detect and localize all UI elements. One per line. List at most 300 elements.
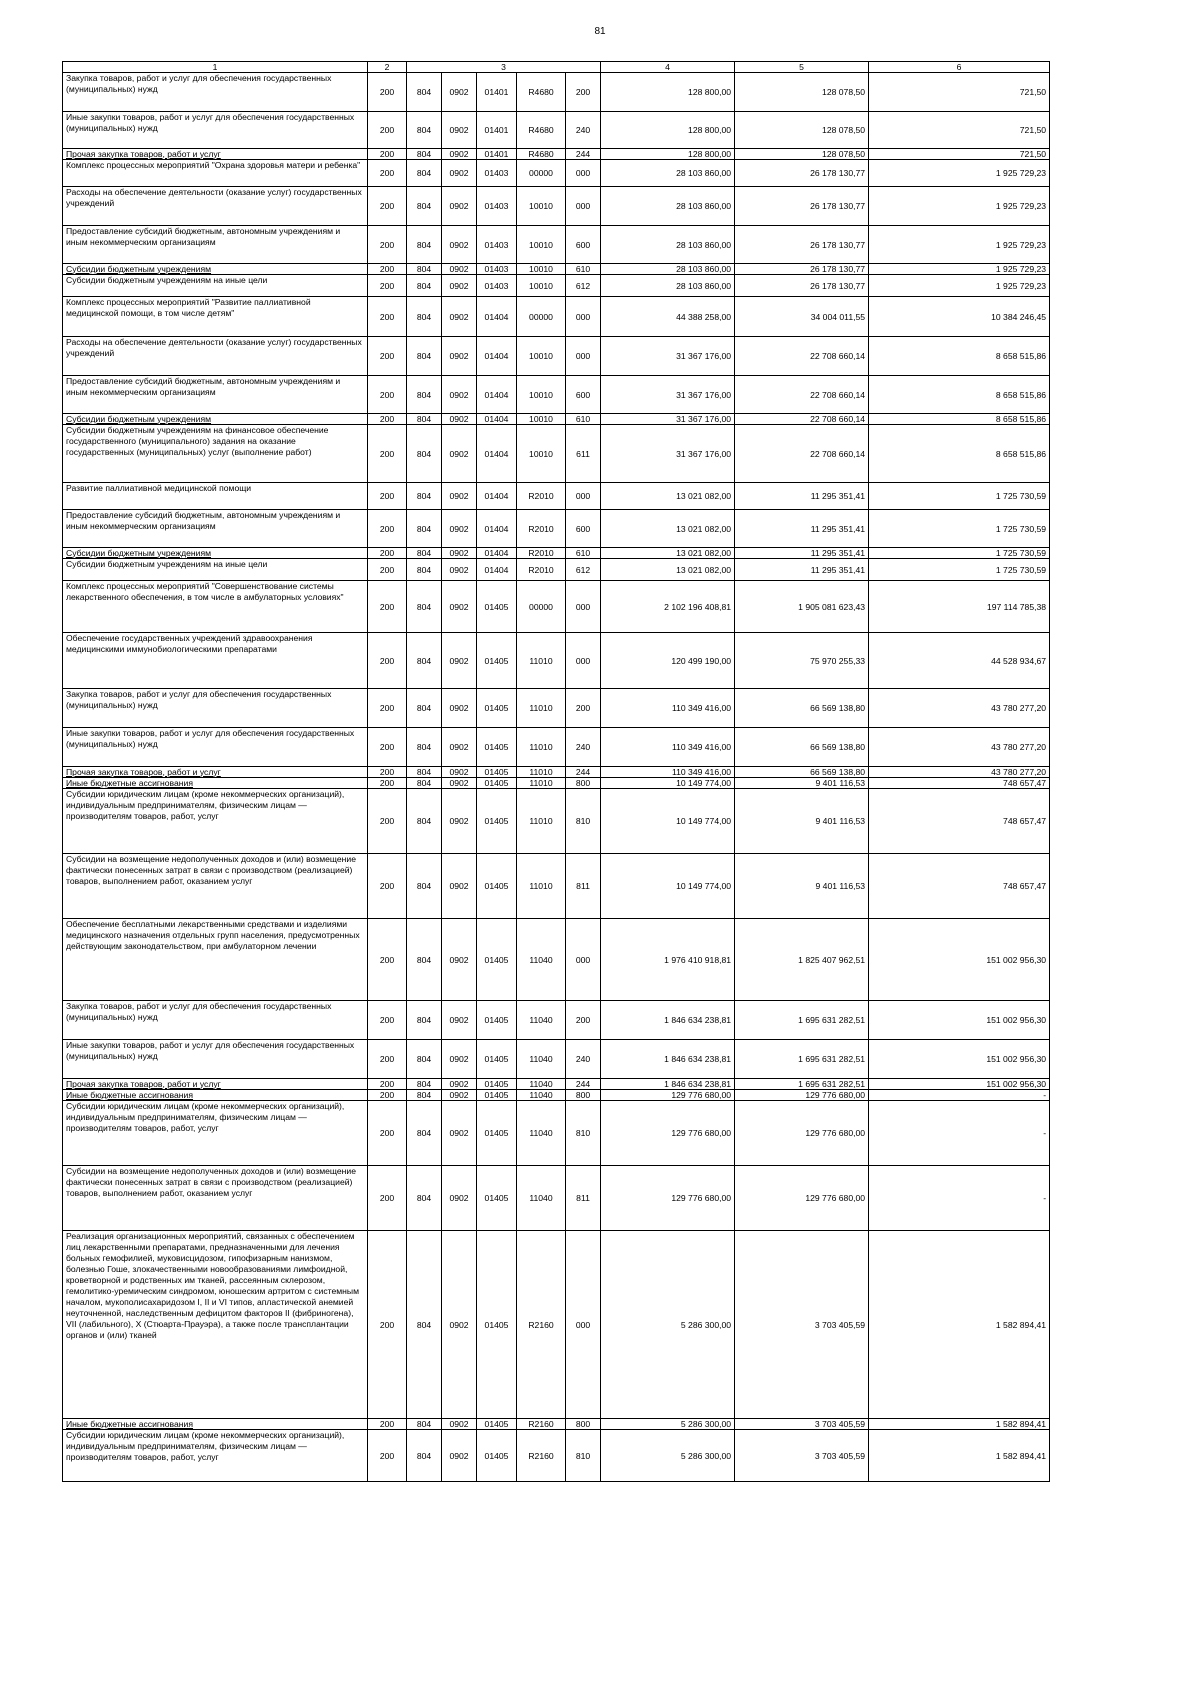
program-code: 01405: [477, 1101, 517, 1166]
program-code: 01404: [477, 483, 517, 510]
admin-code: 804: [407, 483, 442, 510]
table-row: [63, 919, 1050, 1001]
col-6-amount: 748 657,47: [869, 789, 1050, 854]
col-6-amount: 43 780 277,20: [869, 728, 1050, 767]
col-2-code: 200: [368, 510, 407, 548]
row-description: Иные бюджетные ассигнования: [63, 1419, 368, 1430]
expense-type-code: 800: [566, 1090, 601, 1101]
target-code: R2010: [517, 510, 566, 548]
col-4-amount: 1 846 634 238,81: [601, 1001, 735, 1040]
header-col-3: 3: [407, 62, 601, 73]
target-code: 10010: [517, 337, 566, 376]
col-5-amount: 3 703 405,59: [735, 1231, 869, 1419]
target-code: R2010: [517, 548, 566, 559]
admin-code: 804: [407, 778, 442, 789]
target-code: 10010: [517, 414, 566, 425]
col-2-code: 200: [368, 376, 407, 414]
row-description: Комплекс процессных мероприятий "Развитие паллиативной медицинской помощи, в том числе детям": [63, 297, 368, 337]
section-code: 0902: [442, 919, 477, 1001]
row-description: Обеспечение бесплатными лекарственными средствами и изделиями медицинского назначения отдельных групп населения, предусмотренных действующим законодательством, при амбулаторном лечении: [63, 919, 368, 1001]
program-code: 01405: [477, 1419, 517, 1430]
col-2-code: 200: [368, 581, 407, 633]
row-description: Комплекс процессных мероприятий "Охрана здоровья матери и ребенка": [63, 160, 368, 187]
table-row: [63, 548, 1050, 559]
expense-type-code: 600: [566, 226, 601, 264]
target-code: 11010: [517, 854, 566, 919]
col-4-amount: 44 388 258,00: [601, 297, 735, 337]
expense-type-code: 000: [566, 160, 601, 187]
col-2-code: 200: [368, 1090, 407, 1101]
row-description: Субсидии на возмещение недополученных доходов и (или) возмещение фактически понесенных затрат в связи с производством (реализацией) товаров, выполнением работ, оказанием услуг: [63, 1166, 368, 1231]
row-description: Прочая закупка товаров, работ и услуг: [63, 767, 368, 778]
col-5-amount: 66 569 138,80: [735, 767, 869, 778]
col-2-code: 200: [368, 1166, 407, 1231]
col-5-amount: 11 295 351,41: [735, 483, 869, 510]
expense-type-code: 612: [566, 559, 601, 581]
row-description: Субсидии бюджетным учреждениям: [63, 414, 368, 425]
col-4-amount: 31 367 176,00: [601, 414, 735, 425]
row-description: Предоставление субсидий бюджетным, автономным учреждениям и иным некоммерческим организациям: [63, 510, 368, 548]
program-code: 01405: [477, 1079, 517, 1090]
program-code: 01404: [477, 297, 517, 337]
program-code: 01404: [477, 337, 517, 376]
target-code: R2010: [517, 483, 566, 510]
budget-table: [62, 61, 1050, 1482]
col-6-amount: 151 002 956,30: [869, 1001, 1050, 1040]
section-code: 0902: [442, 689, 477, 728]
target-code: 10010: [517, 264, 566, 275]
row-description: Иные бюджетные ассигнования: [63, 1090, 368, 1101]
col-4-amount: 128 800,00: [601, 73, 735, 112]
expense-type-code: 244: [566, 149, 601, 160]
expense-type-code: 600: [566, 376, 601, 414]
col-5-amount: 22 708 660,14: [735, 414, 869, 425]
expense-type-code: 200: [566, 689, 601, 728]
admin-code: 804: [407, 559, 442, 581]
col-2-code: 200: [368, 112, 407, 149]
table-row: [63, 1079, 1050, 1090]
row-description: Предоставление субсидий бюджетным, автономным учреждениям и иным некоммерческим организациям: [63, 376, 368, 414]
col-5-amount: 1 905 081 623,43: [735, 581, 869, 633]
col-2-code: 200: [368, 483, 407, 510]
target-code: 00000: [517, 581, 566, 633]
expense-type-code: 200: [566, 1001, 601, 1040]
target-code: R2160: [517, 1231, 566, 1419]
col-6-amount: 43 780 277,20: [869, 689, 1050, 728]
admin-code: 804: [407, 919, 442, 1001]
col-5-amount: 26 178 130,77: [735, 264, 869, 275]
admin-code: 804: [407, 187, 442, 226]
section-code: 0902: [442, 275, 477, 297]
program-code: 01403: [477, 187, 517, 226]
table-row: [63, 1090, 1050, 1101]
target-code: 11010: [517, 728, 566, 767]
section-code: 0902: [442, 633, 477, 689]
admin-code: 804: [407, 1079, 442, 1090]
col-6-amount: -: [869, 1101, 1050, 1166]
col-6-amount: -: [869, 1090, 1050, 1101]
expense-type-code: 810: [566, 1430, 601, 1482]
col-2-code: 200: [368, 854, 407, 919]
table-row: [63, 483, 1050, 510]
row-description: Закупка товаров, работ и услуг для обеспечения государственных (муниципальных) нужд: [63, 1001, 368, 1040]
table-row: [63, 1001, 1050, 1040]
row-description: Субсидии бюджетным учреждениям на финансовое обеспечение государственного (муниципального) задания на оказание государственных (муниципальных) услуг (выполнение работ): [63, 425, 368, 483]
program-code: 01404: [477, 414, 517, 425]
section-code: 0902: [442, 483, 477, 510]
col-2-code: 200: [368, 919, 407, 1001]
table-row: [63, 160, 1050, 187]
section-code: 0902: [442, 767, 477, 778]
col-5-amount: 9 401 116,53: [735, 789, 869, 854]
expense-type-code: 811: [566, 854, 601, 919]
target-code: 11010: [517, 767, 566, 778]
expense-type-code: 810: [566, 1101, 601, 1166]
col-5-amount: 129 776 680,00: [735, 1101, 869, 1166]
section-code: 0902: [442, 1040, 477, 1079]
col-4-amount: 28 103 860,00: [601, 264, 735, 275]
admin-code: 804: [407, 226, 442, 264]
col-5-amount: 1 695 631 282,51: [735, 1079, 869, 1090]
table-row: [63, 767, 1050, 778]
col-2-code: 200: [368, 728, 407, 767]
target-code: 11040: [517, 1101, 566, 1166]
section-code: 0902: [442, 160, 477, 187]
row-description: Субсидии бюджетным учреждениям: [63, 264, 368, 275]
table-row: [63, 264, 1050, 275]
section-code: 0902: [442, 1231, 477, 1419]
row-description: Субсидии бюджетным учреждениям на иные цели: [63, 275, 368, 297]
table-row: [63, 689, 1050, 728]
col-4-amount: 13 021 082,00: [601, 559, 735, 581]
col-6-amount: 1 725 730,59: [869, 510, 1050, 548]
col-6-amount: 1 582 894,41: [869, 1430, 1050, 1482]
col-4-amount: 31 367 176,00: [601, 337, 735, 376]
target-code: R2160: [517, 1430, 566, 1482]
admin-code: 804: [407, 728, 442, 767]
table-row: [63, 112, 1050, 149]
section-code: 0902: [442, 73, 477, 112]
section-code: 0902: [442, 854, 477, 919]
expense-type-code: 000: [566, 187, 601, 226]
expense-type-code: 800: [566, 1419, 601, 1430]
admin-code: 804: [407, 73, 442, 112]
target-code: R2160: [517, 1419, 566, 1430]
admin-code: 804: [407, 1090, 442, 1101]
admin-code: 804: [407, 337, 442, 376]
table-row: [63, 728, 1050, 767]
row-description: Обеспечение государственных учреждений здравоохранения медицинскими иммунобиологическими препаратами: [63, 633, 368, 689]
target-code: 10010: [517, 376, 566, 414]
col-4-amount: 10 149 774,00: [601, 789, 735, 854]
admin-code: 804: [407, 581, 442, 633]
target-code: 11010: [517, 778, 566, 789]
table-row: [63, 778, 1050, 789]
admin-code: 804: [407, 1040, 442, 1079]
expense-type-code: 811: [566, 1166, 601, 1231]
program-code: 01405: [477, 778, 517, 789]
program-code: 01404: [477, 376, 517, 414]
header-col-2: 2: [368, 62, 407, 73]
col-6-amount: 1 582 894,41: [869, 1419, 1050, 1430]
target-code: R4680: [517, 73, 566, 112]
row-description: Субсидии на возмещение недополученных доходов и (или) возмещение фактически понесенных затрат в связи с производством (реализацией) товаров, выполнением работ, оказанием услуг: [63, 854, 368, 919]
target-code: 11040: [517, 1090, 566, 1101]
table-row: [63, 789, 1050, 854]
table-row: [63, 414, 1050, 425]
program-code: 01405: [477, 789, 517, 854]
col-6-amount: 721,50: [869, 73, 1050, 112]
col-5-amount: 3 703 405,59: [735, 1430, 869, 1482]
target-code: 11010: [517, 789, 566, 854]
col-2-code: 200: [368, 160, 407, 187]
program-code: 01404: [477, 425, 517, 483]
admin-code: 804: [407, 264, 442, 275]
expense-type-code: 000: [566, 337, 601, 376]
col-4-amount: 28 103 860,00: [601, 187, 735, 226]
expense-type-code: 240: [566, 728, 601, 767]
section-code: 0902: [442, 1430, 477, 1482]
page-number: 81: [594, 26, 606, 37]
col-5-amount: 9 401 116,53: [735, 778, 869, 789]
col-5-amount: 75 970 255,33: [735, 633, 869, 689]
admin-code: 804: [407, 376, 442, 414]
admin-code: 804: [407, 414, 442, 425]
table-row: [63, 1430, 1050, 1482]
expense-type-code: 610: [566, 414, 601, 425]
col-2-code: 200: [368, 1419, 407, 1430]
admin-code: 804: [407, 1101, 442, 1166]
table-row: [63, 425, 1050, 483]
col-5-amount: 3 703 405,59: [735, 1419, 869, 1430]
table-row: [63, 149, 1050, 160]
expense-type-code: 000: [566, 919, 601, 1001]
row-description: Предоставление субсидий бюджетным, автономным учреждениям и иным некоммерческим организациям: [63, 226, 368, 264]
col-2-code: 200: [368, 1101, 407, 1166]
col-4-amount: 128 800,00: [601, 112, 735, 149]
row-description: Иные закупки товаров, работ и услуг для обеспечения государственных (муниципальных) нужд: [63, 112, 368, 149]
program-code: 01405: [477, 854, 517, 919]
section-code: 0902: [442, 1101, 477, 1166]
col-6-amount: 151 002 956,30: [869, 1079, 1050, 1090]
col-6-amount: 721,50: [869, 149, 1050, 160]
col-4-amount: 13 021 082,00: [601, 483, 735, 510]
col-4-amount: 110 349 416,00: [601, 689, 735, 728]
col-4-amount: 28 103 860,00: [601, 160, 735, 187]
expense-type-code: 200: [566, 73, 601, 112]
table-row: [63, 337, 1050, 376]
col-6-amount: 151 002 956,30: [869, 919, 1050, 1001]
col-5-amount: 129 776 680,00: [735, 1166, 869, 1231]
col-2-code: 200: [368, 73, 407, 112]
header-row: [63, 62, 1050, 73]
admin-code: 804: [407, 1419, 442, 1430]
section-code: 0902: [442, 414, 477, 425]
expense-type-code: 610: [566, 264, 601, 275]
col-4-amount: 110 349 416,00: [601, 728, 735, 767]
admin-code: 804: [407, 1166, 442, 1231]
program-code: 01405: [477, 1231, 517, 1419]
program-code: 01401: [477, 73, 517, 112]
col-4-amount: 31 367 176,00: [601, 376, 735, 414]
table-row: [63, 1419, 1050, 1430]
expense-type-code: 244: [566, 1079, 601, 1090]
expense-type-code: 240: [566, 112, 601, 149]
expense-type-code: 000: [566, 581, 601, 633]
section-code: 0902: [442, 226, 477, 264]
col-2-code: 200: [368, 414, 407, 425]
header-col-4: 4: [601, 62, 735, 73]
expense-type-code: 000: [566, 297, 601, 337]
col-5-amount: 11 295 351,41: [735, 548, 869, 559]
expense-type-code: 240: [566, 1040, 601, 1079]
program-code: 01405: [477, 919, 517, 1001]
col-5-amount: 66 569 138,80: [735, 689, 869, 728]
col-2-code: 200: [368, 548, 407, 559]
program-code: 01405: [477, 1166, 517, 1231]
admin-code: 804: [407, 789, 442, 854]
col-6-amount: 1 725 730,59: [869, 559, 1050, 581]
table-row: [63, 73, 1050, 112]
col-4-amount: 28 103 860,00: [601, 275, 735, 297]
expense-type-code: 000: [566, 633, 601, 689]
col-2-code: 200: [368, 337, 407, 376]
col-6-amount: 8 658 515,86: [869, 425, 1050, 483]
col-6-amount: 1 925 729,23: [869, 275, 1050, 297]
col-6-amount: 1 725 730,59: [869, 483, 1050, 510]
col-6-amount: 748 657,47: [869, 778, 1050, 789]
col-6-amount: 197 114 785,38: [869, 581, 1050, 633]
col-2-code: 200: [368, 633, 407, 689]
program-code: 01403: [477, 160, 517, 187]
col-6-amount: 8 658 515,86: [869, 414, 1050, 425]
admin-code: 804: [407, 854, 442, 919]
program-code: 01405: [477, 689, 517, 728]
col-2-code: 200: [368, 187, 407, 226]
col-6-amount: 8 658 515,86: [869, 376, 1050, 414]
col-5-amount: 128 078,50: [735, 73, 869, 112]
target-code: 00000: [517, 297, 566, 337]
col-2-code: 200: [368, 1040, 407, 1079]
program-code: 01405: [477, 581, 517, 633]
header-col-6: 6: [869, 62, 1050, 73]
col-6-amount: 1 925 729,23: [869, 226, 1050, 264]
section-code: 0902: [442, 1419, 477, 1430]
section-code: 0902: [442, 1166, 477, 1231]
section-code: 0902: [442, 187, 477, 226]
program-code: 01404: [477, 510, 517, 548]
col-5-amount: 26 178 130,77: [735, 187, 869, 226]
target-code: 11040: [517, 1079, 566, 1090]
col-6-amount: 1 725 730,59: [869, 548, 1050, 559]
row-description: Прочая закупка товаров, работ и услуг: [63, 149, 368, 160]
col-5-amount: 128 078,50: [735, 112, 869, 149]
table-row: [63, 187, 1050, 226]
col-4-amount: 13 021 082,00: [601, 510, 735, 548]
col-4-amount: 110 349 416,00: [601, 767, 735, 778]
expense-type-code: 610: [566, 548, 601, 559]
row-description: Комплекс процессных мероприятий "Совершенствование системы лекарственного обеспечения, в том числе в амбулаторных условиях": [63, 581, 368, 633]
admin-code: 804: [407, 767, 442, 778]
col-2-code: 200: [368, 767, 407, 778]
program-code: 01405: [477, 767, 517, 778]
col-4-amount: 129 776 680,00: [601, 1101, 735, 1166]
target-code: 11040: [517, 1040, 566, 1079]
col-6-amount: 1 582 894,41: [869, 1231, 1050, 1419]
target-code: 11010: [517, 689, 566, 728]
section-code: 0902: [442, 149, 477, 160]
expense-type-code: 000: [566, 1231, 601, 1419]
section-code: 0902: [442, 112, 477, 149]
col-5-amount: 128 078,50: [735, 149, 869, 160]
row-description: Субсидии юридическим лицам (кроме некоммерческих организаций), индивидуальным предпринимателям, физическим лицам — производителям товаров, работ, услуг: [63, 1430, 368, 1482]
table-row: [63, 1040, 1050, 1079]
section-code: 0902: [442, 548, 477, 559]
expense-type-code: 612: [566, 275, 601, 297]
col-6-amount: 43 780 277,20: [869, 767, 1050, 778]
admin-code: 804: [407, 689, 442, 728]
program-code: 01403: [477, 226, 517, 264]
section-code: 0902: [442, 559, 477, 581]
row-description: Расходы на обеспечение деятельности (оказание услуг) государственных учреждений: [63, 337, 368, 376]
col-2-code: 200: [368, 789, 407, 854]
program-code: 01405: [477, 633, 517, 689]
col-6-amount: 10 384 246,45: [869, 297, 1050, 337]
table-row: [63, 510, 1050, 548]
program-code: 01403: [477, 264, 517, 275]
col-5-amount: 1 825 407 962,51: [735, 919, 869, 1001]
col-6-amount: 1 925 729,23: [869, 264, 1050, 275]
target-code: 11040: [517, 1001, 566, 1040]
program-code: 01405: [477, 1040, 517, 1079]
table-row: [63, 633, 1050, 689]
admin-code: 804: [407, 633, 442, 689]
col-5-amount: 22 708 660,14: [735, 425, 869, 483]
col-5-amount: 34 004 011,55: [735, 297, 869, 337]
table-row: [63, 376, 1050, 414]
col-4-amount: 13 021 082,00: [601, 548, 735, 559]
admin-code: 804: [407, 510, 442, 548]
col-2-code: 200: [368, 149, 407, 160]
col-5-amount: 26 178 130,77: [735, 226, 869, 264]
col-4-amount: 28 103 860,00: [601, 226, 735, 264]
section-code: 0902: [442, 297, 477, 337]
col-6-amount: 44 528 934,67: [869, 633, 1050, 689]
target-code: 00000: [517, 160, 566, 187]
row-description: Иные закупки товаров, работ и услуг для обеспечения государственных (муниципальных) нужд: [63, 728, 368, 767]
section-code: 0902: [442, 1001, 477, 1040]
section-code: 0902: [442, 425, 477, 483]
target-code: 10010: [517, 187, 566, 226]
col-2-code: 200: [368, 1231, 407, 1419]
row-description: Иные бюджетные ассигнования: [63, 778, 368, 789]
col-2-code: 200: [368, 297, 407, 337]
table-row: [63, 581, 1050, 633]
program-code: 01401: [477, 112, 517, 149]
col-5-amount: 22 708 660,14: [735, 376, 869, 414]
col-5-amount: 26 178 130,77: [735, 275, 869, 297]
expense-type-code: 611: [566, 425, 601, 483]
row-description: Иные закупки товаров, работ и услуг для обеспечения государственных (муниципальных) нужд: [63, 1040, 368, 1079]
expense-type-code: 000: [566, 483, 601, 510]
section-code: 0902: [442, 337, 477, 376]
col-4-amount: 129 776 680,00: [601, 1166, 735, 1231]
col-6-amount: 721,50: [869, 112, 1050, 149]
section-code: 0902: [442, 1090, 477, 1101]
table-row: [63, 1231, 1050, 1419]
col-2-code: 200: [368, 778, 407, 789]
row-description: Субсидии юридическим лицам (кроме некоммерческих организаций), индивидуальным предпринимателям, физическим лицам — производителям товаров, работ, услуг: [63, 1101, 368, 1166]
